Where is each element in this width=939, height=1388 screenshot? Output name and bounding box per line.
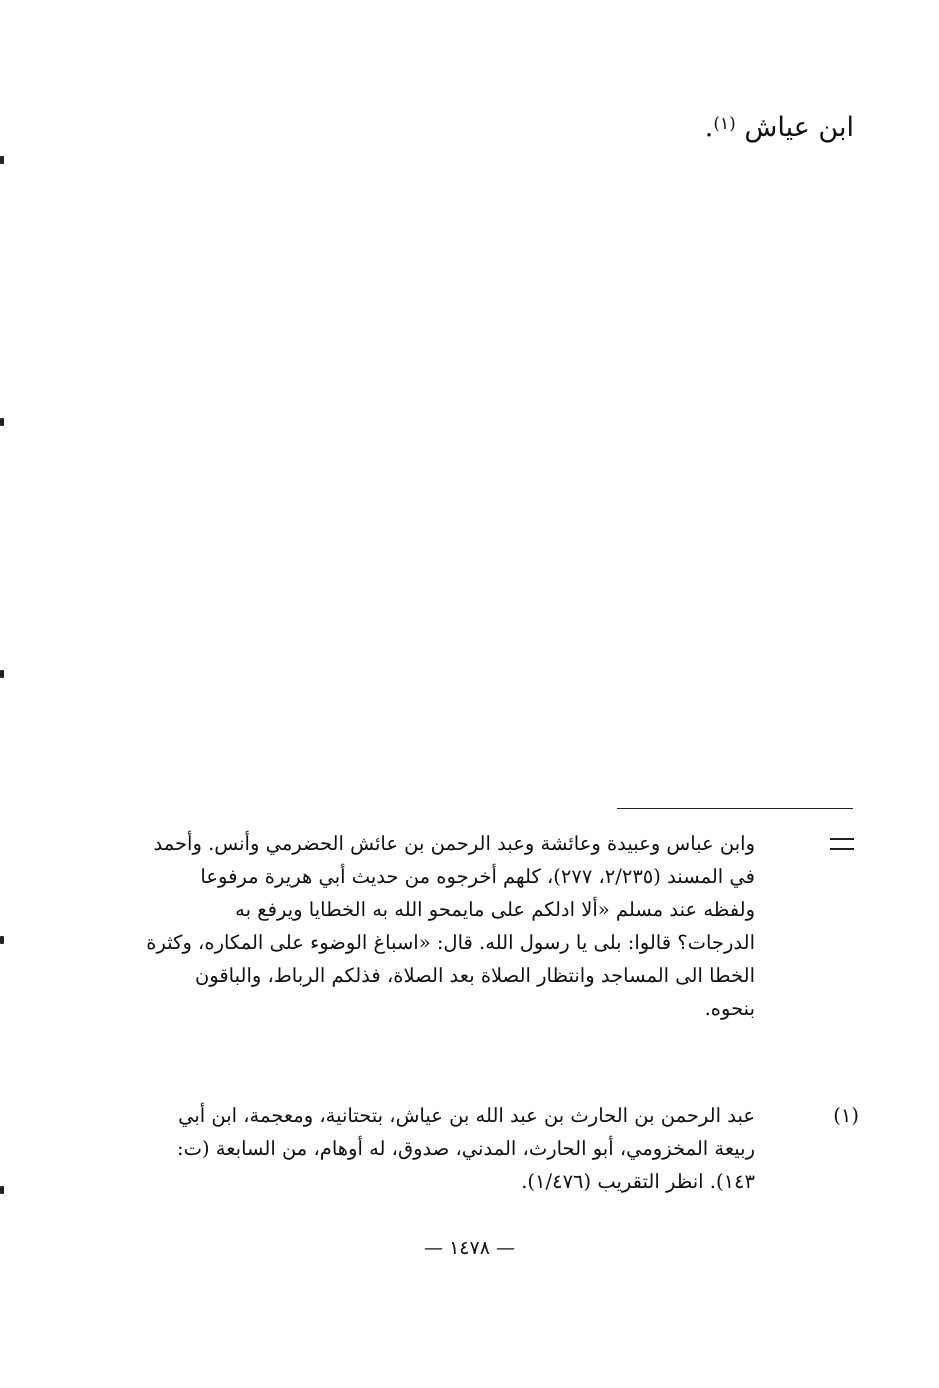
footnote-line: وابن عباس وعبيدة وعائشة وعبد الرحمن بن عائش الحضرمي وأنس. وأحمد bbox=[153, 832, 755, 855]
footnote-reference: (١) bbox=[713, 114, 736, 134]
scan-margin-mark bbox=[0, 156, 4, 164]
footnote-line: في المسند (٢/٢٣٥، ٢٧٧)، كلهم أخرجوه من حديث أبي هريرة مرفوعا bbox=[200, 865, 755, 888]
main-text: ابن عياش bbox=[744, 112, 854, 143]
footnote-line: ١٤٣). انظر التقريب (١/٤٧٦). bbox=[521, 1170, 755, 1193]
scan-margin-mark bbox=[0, 670, 4, 678]
footnote-line: بنحوه. bbox=[704, 997, 755, 1020]
continued-footnote-marker bbox=[830, 838, 854, 850]
page-number: — ١٤٧٨ — bbox=[424, 1237, 515, 1259]
scan-margin-mark bbox=[0, 1186, 4, 1194]
footnote-line: ربيعة المخزومي، أبو الحارث، المدني، صدوق، له أوهام، من السابعة (ت: bbox=[177, 1137, 755, 1160]
footnote-line: الدرجات؟ قالوا: بلى يا رسول الله. قال: «اسباغ الوضوء على المكاره، وكثرة bbox=[146, 931, 755, 954]
footnote-line: عبد الرحمن بن الحارث بن عبد الله بن عياش، بتحتانية، ومعجمة، ابن أبي bbox=[178, 1104, 755, 1127]
footnote-line: الخطا الى المساجد وانتظار الصلاة بعد الصلاة، فذلكم الرباط، والباقون bbox=[194, 964, 755, 987]
continued-footnote bbox=[110, 827, 755, 1025]
main-text-period: . bbox=[704, 112, 714, 143]
scan-margin-mark bbox=[0, 418, 4, 426]
scan-margin-mark bbox=[0, 936, 4, 944]
footnote-line: ولفظه عند مسلم «ألا ادلكم على مايمحو الله به الخطايا ويرفع به bbox=[235, 898, 755, 921]
footnote-separator bbox=[617, 808, 853, 809]
main-text-line bbox=[705, 108, 854, 148]
footnote-1 bbox=[110, 1099, 755, 1198]
footnote-1-number: (١) bbox=[833, 1104, 859, 1127]
